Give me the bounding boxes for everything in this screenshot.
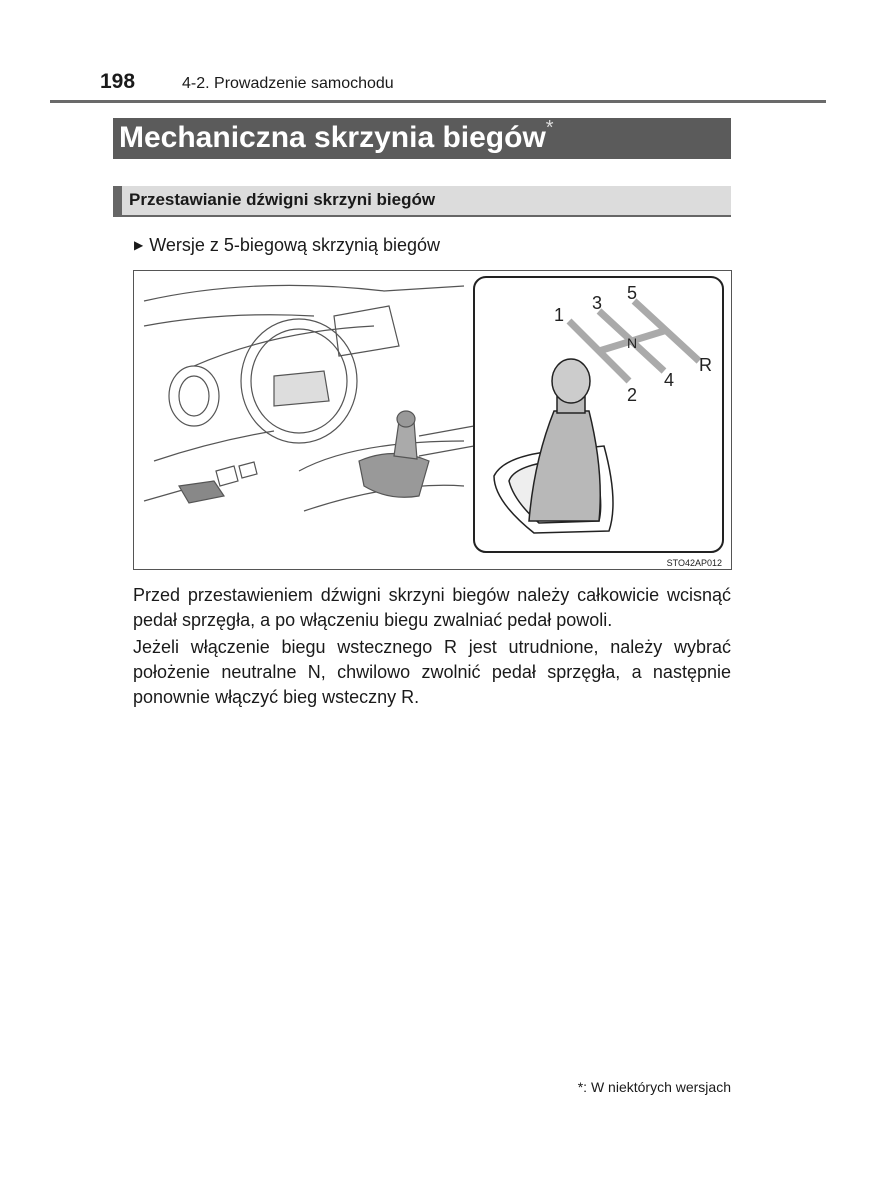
illustration — [133, 270, 732, 570]
paragraph: Przed przestawieniem dźwigni skrzyni biegów należy całkowicie wcisnąć pedał sprzęgła, a po włączeniu biegu zwalniać pedał powoli. — [133, 585, 731, 630]
gear-label-5: 5 — [627, 283, 638, 303]
footnote-text: : W niektórych wersjach — [583, 1079, 731, 1095]
footnote — [578, 1079, 731, 1095]
title-asterisk: * — [545, 117, 554, 139]
bullet-text: Wersje z 5-biegową skrzynią biegów — [149, 235, 441, 255]
paragraph: Jeżeli włączenie biegu wstecznego R jest utrudnione, należy wybrać położenie neutralne N, chwilowo zwolnić pedał sprzęgła, a następnie ponownie włączyć bieg wsteczny R. — [133, 637, 731, 707]
gear-label-n: N — [627, 335, 638, 351]
gear-label-4: 4 — [664, 370, 675, 390]
page-number: 198 — [100, 70, 136, 93]
title-text: Mechaniczna skrzynia biegów — [119, 121, 546, 154]
triangle-right-icon: ▶ — [134, 238, 144, 252]
page-title — [113, 118, 731, 159]
car-interior-drawing — [144, 285, 474, 511]
gear-label-2: 2 — [627, 385, 638, 405]
figure-code: STO42AP012 — [666, 558, 722, 568]
gear-shift-illustration — [134, 271, 733, 571]
gear-label-r: R — [699, 355, 712, 375]
bullet-item — [134, 235, 440, 256]
gear-label-1: 1 — [554, 305, 565, 325]
section-title: 4-2. Prowadzenie samochodu — [182, 75, 394, 92]
gear-label-3: 3 — [592, 293, 603, 313]
footnote-asterisk: * — [577, 1079, 584, 1095]
subheading: Przestawianie dźwigni skrzyni biegów — [113, 186, 731, 217]
header-rule — [50, 100, 826, 103]
